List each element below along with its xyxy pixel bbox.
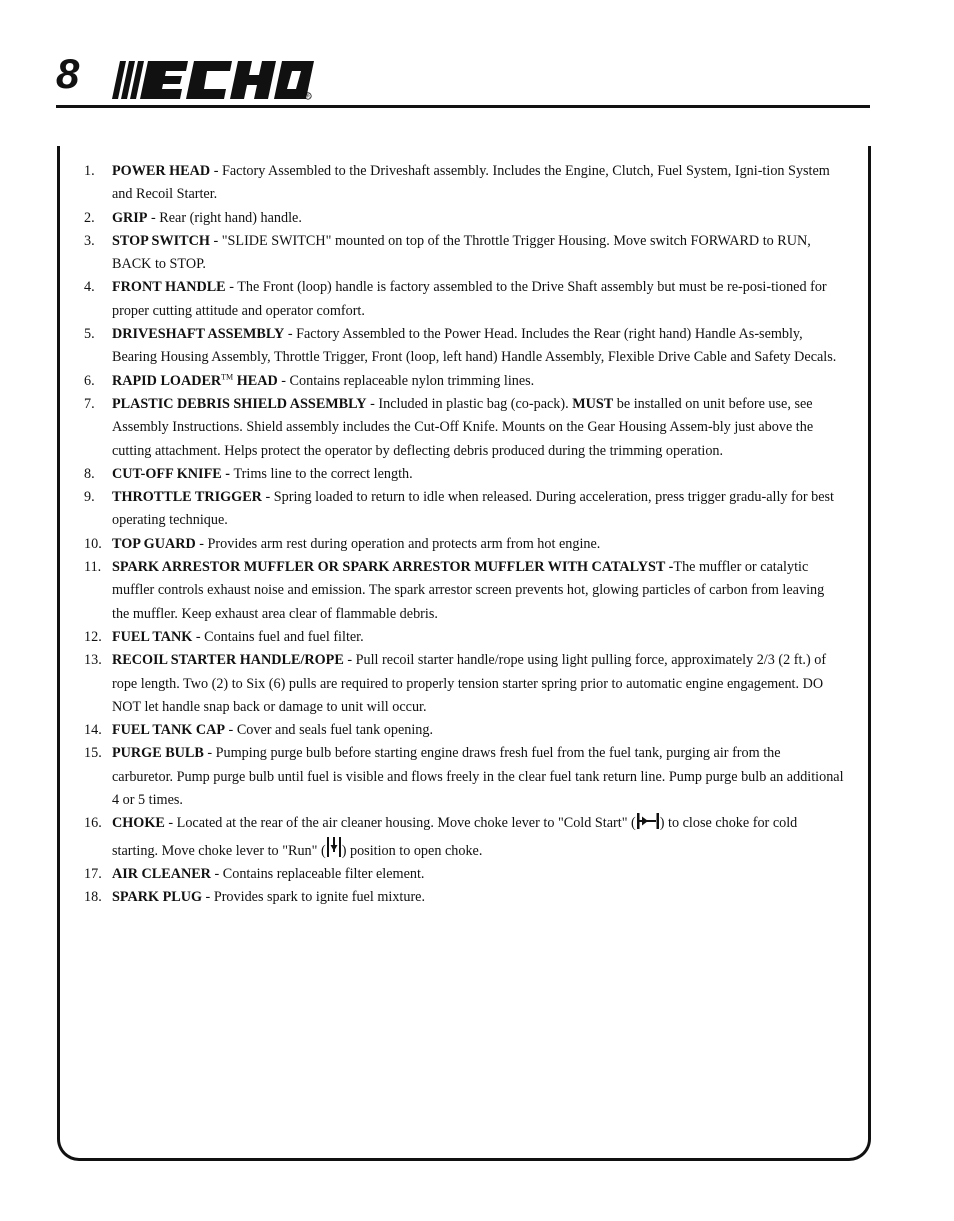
list-item: 6. RAPID LOADER™ HEAD - Contains replaceable nylon trimming lines. bbox=[84, 371, 535, 389]
list-item: 17. AIR CLEANER - Contains replaceable filter element. bbox=[84, 865, 425, 882]
list-item: 4. FRONT HANDLE - The Front (loop) handle is factory assembled to the Drive Shaft assembly but must be re-posi-tioned for proper cutting attitude and operator comfort. bbox=[84, 279, 827, 319]
list-item: 1. POWER HEAD - Factory Assembled to the Driveshaft assembly. Includes the Engine, Clutch, Fuel System, Igni-tion System and Recoil Starter. bbox=[84, 163, 830, 203]
list-item: 16. CHOKE - Located at the rear of the air cleaner housing. Move choke lever to "Cold Start" ( ) to close choke for cold starting. Move choke lever to "Run" ( ) position to open choke. bbox=[84, 812, 844, 863]
list-item: 9. THROTTLE TRIGGER - Spring loaded to return to idle when released. During acceleration, press trigger gradu-ally for best operating technique. bbox=[84, 489, 834, 529]
parts-list bbox=[84, 160, 844, 910]
list-item: 14. FUEL TANK CAP - Cover and seals fuel tank opening. bbox=[84, 722, 434, 739]
svg-text:R: R bbox=[306, 93, 310, 99]
list-item: 15. PURGE BULB - Pumping purge bulb before starting engine draws fresh fuel from the fuel tank, purging air from the carburetor. Pump purge bulb until fuel is visible and flows freely in the clear fuel tank return line. Pump purge bulb an additional 4 or 5 times. bbox=[84, 745, 844, 809]
cold-start-choke-icon bbox=[636, 812, 660, 830]
echo-logo bbox=[110, 55, 315, 103]
page-number: 8 bbox=[56, 50, 80, 97]
list-item: 5. DRIVESHAFT ASSEMBLY - Factory Assembled to the Power Head. Includes the Rear (right hand) Handle As-sembly, Bearing Housing Assembly, Throttle Trigger, Front (loop, left hand) Handle Assembly, Flexible Drive Cable and Safety Decals. bbox=[84, 326, 837, 366]
list-item: 12. FUEL TANK - Contains fuel and fuel filter. bbox=[84, 628, 364, 645]
list-item: 13. RECOIL STARTER HANDLE/ROPE - Pull recoil starter handle/rope using light pulling force, approximately 2/3 (2 ft.) of rope length. Two (2) to Six (6) pulls are required to properly tension starter spring prior to automatic engine engagement. DO NOT let handle snap back or damage to unit will occur. bbox=[84, 652, 827, 715]
list-item: 8. CUT-OFF KNIFE - Trims line to the correct length. bbox=[84, 465, 413, 482]
list-item: 7. PLASTIC DEBRIS SHIELD ASSEMBLY - Included in plastic bag (co-pack). MUST be installed on unit before use, see Assembly Instructions. Shield assembly includes the Cut-Off Knife. Mounts on the Gear Housing Assem-bly just above the cutting attachment. Helps protect the operator by deflecting debris produced during the trimming operation. bbox=[84, 395, 814, 459]
run-choke-icon bbox=[326, 836, 342, 858]
list-item: 3. STOP SWITCH - "SLIDE SWITCH" mounted on top of the Throttle Trigger Housing. Move switch FORWARD to RUN, BACK to STOP. bbox=[84, 232, 811, 273]
header-rule bbox=[56, 105, 870, 108]
trademark-mark: TM bbox=[221, 371, 234, 381]
list-item: 11. SPARK ARRESTOR MUFFLER OR SPARK ARRESTOR MUFFLER WITH CATALYST -The muffler or catalytic muffler controls exhaust noise and emission. The spark arrestor screen prevents hot, glowing particles of carbon from leaving the muffler. Keep exhaust area clear of flammable debris. bbox=[84, 559, 825, 622]
list-item: 10. TOP GUARD - Provides arm rest during operation and protects arm from hot engine. bbox=[84, 535, 601, 552]
list-item: 2. GRIP - Rear (right hand) handle. bbox=[84, 209, 302, 226]
list-item: 18. SPARK PLUG - Provides spark to ignite fuel mixture. bbox=[84, 889, 426, 906]
